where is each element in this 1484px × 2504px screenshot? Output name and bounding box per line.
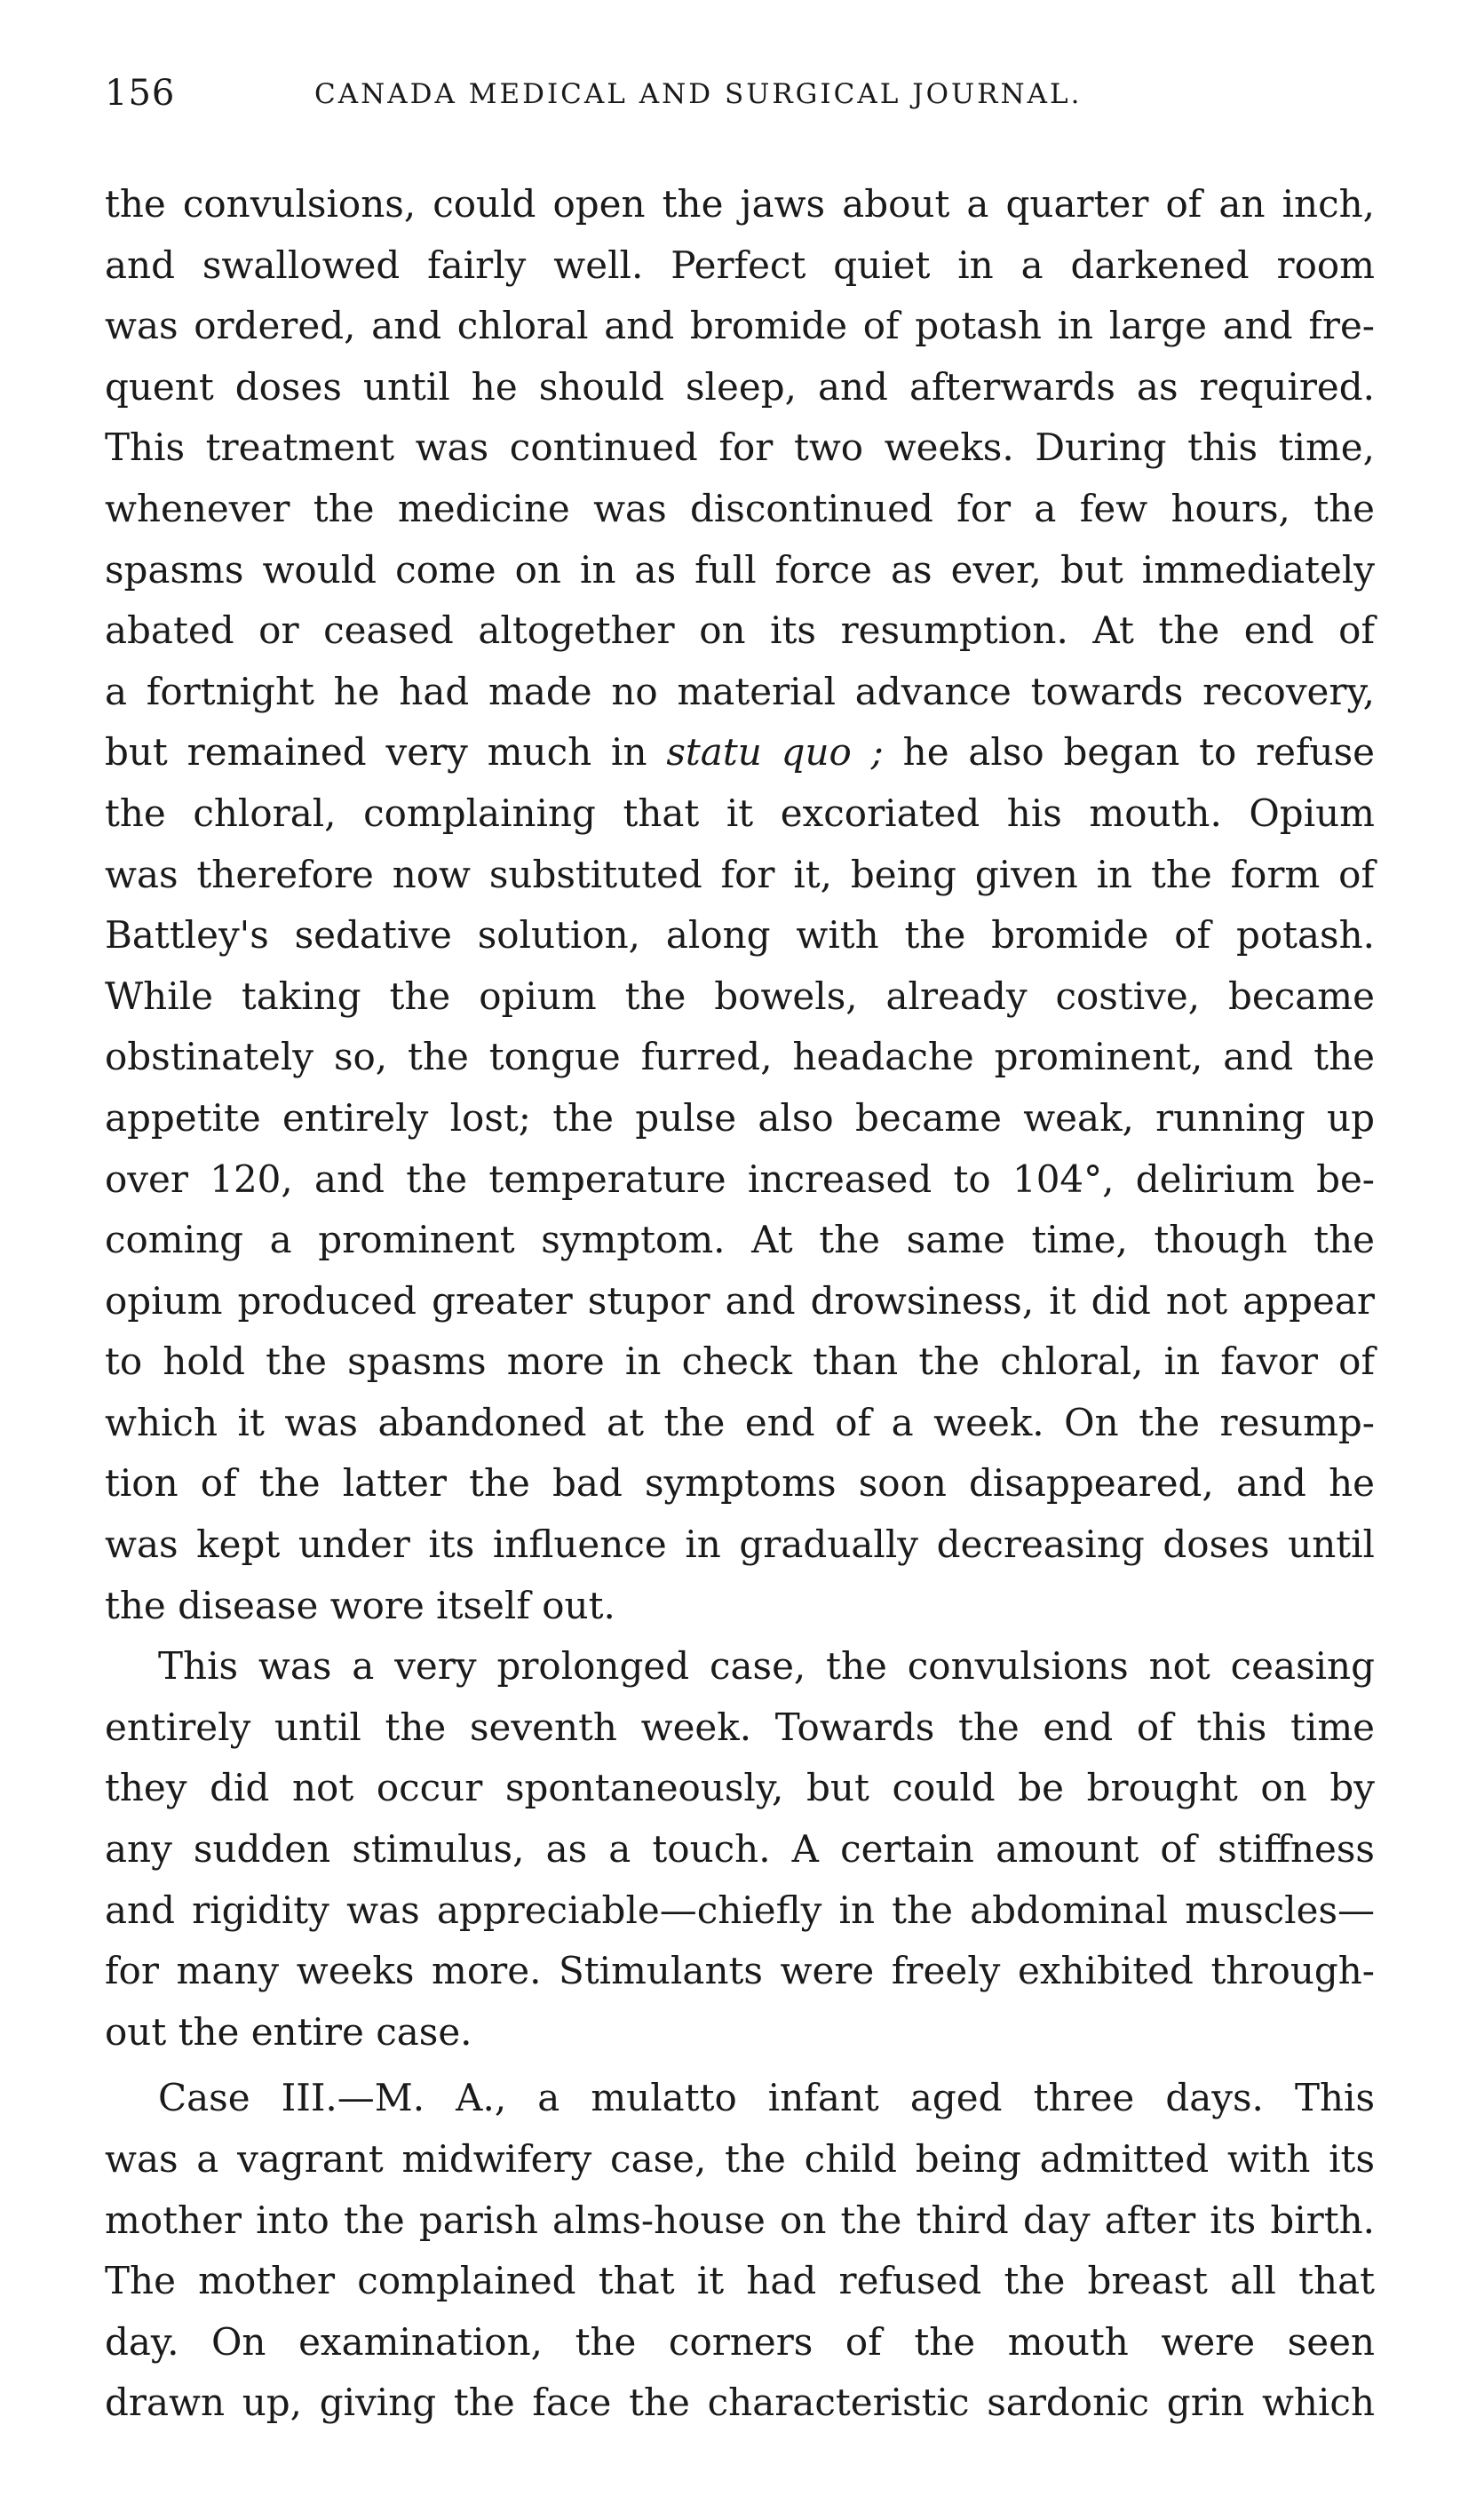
text-line: to hold the spasms more in check than the chloral, in favor of bbox=[105, 1339, 1375, 1384]
text-line: any sudden stimulus, as a touch. A certain amount of stiffness bbox=[105, 1827, 1375, 1872]
text-line: This was a very prolonged case, the convulsions not ceasing bbox=[158, 1644, 1375, 1689]
text-line: over 120, and the temperature increased to 104°, delirium be- bbox=[105, 1157, 1375, 1201]
paragraph-1 bbox=[105, 174, 1375, 1636]
text-line: Battley's sedative solution, along with the bromide of potash. bbox=[105, 913, 1375, 958]
text-line: the chloral, complaining that it excoriated his mouth. Opium bbox=[105, 791, 1375, 835]
text-line: obstinately so, the tongue furred, headache prominent, and the bbox=[105, 1035, 1375, 1079]
text-line: whenever the medicine was discontinued for a few hours, the bbox=[105, 486, 1375, 530]
text-line: which it was abandoned at the end of a week. On the resump- bbox=[105, 1400, 1375, 1444]
text-fragment: but remained very much in bbox=[105, 730, 647, 775]
text-line: was a vagrant midwifery case, the child being admitted with its bbox=[105, 2137, 1375, 2181]
text-line: was kept under its influence in gradually decreasing doses until bbox=[105, 1522, 1375, 1567]
text-line: and swallowed fairly well. Perfect quiet in a darkened room bbox=[105, 242, 1375, 287]
text-line: out the entire case. bbox=[105, 2009, 472, 2054]
text-line: tion of the latter the bad symptoms soon disappeared, and he bbox=[105, 1461, 1375, 1506]
paragraph-3-case-iii bbox=[105, 2068, 1375, 2434]
text-line: mother into the parish alms-house on the third day after its birth. bbox=[105, 2198, 1375, 2242]
running-head: CANADA MEDICAL AND SURGICAL JOURNAL. bbox=[314, 78, 1083, 110]
text-line: they did not occur spontaneously, but could be brought on by bbox=[105, 1766, 1375, 1810]
text-line: for many weeks more. Stimulants were freely exhibited through- bbox=[105, 1949, 1375, 1993]
text-line: was ordered, and chloral and bromide of potash in large and fre- bbox=[105, 304, 1375, 348]
text-line: and rigidity was appreciable—chiefly in the abdominal muscles— bbox=[105, 1888, 1375, 1932]
text-line: The mother complained that it had refused the breast all that bbox=[105, 2259, 1375, 2303]
text-line: This treatment was continued for two weeks. During this time, bbox=[105, 425, 1375, 470]
text-line: day. On examination, the corners of the mouth were seen bbox=[105, 2319, 1375, 2364]
text-line-mixed bbox=[105, 722, 1375, 783]
text-line: was therefore now substituted for it, being given in the form of bbox=[105, 852, 1375, 896]
text-line: appetite entirely lost; the pulse also became weak, running up bbox=[105, 1095, 1375, 1140]
text-line: the disease wore itself out. bbox=[105, 1583, 615, 1627]
text-line: quent doses until he should sleep, and afterwards as required. bbox=[105, 364, 1375, 409]
body-text bbox=[105, 174, 1375, 2434]
text-line: the convulsions, could open the jaws about a quarter of an inch, bbox=[105, 182, 1375, 226]
text-line: drawn up, giving the face the characteristic sardonic grin which bbox=[105, 2381, 1375, 2425]
text-line: Case III.—M. A., a mulatto infant aged three days. This bbox=[158, 2076, 1375, 2120]
text-line: entirely until the seventh week. Towards the end of this time bbox=[105, 1705, 1375, 1749]
text-line: a fortnight he had made no material advance towards recovery, bbox=[105, 669, 1375, 713]
text-fragment: he also began to refuse bbox=[902, 730, 1376, 775]
text-line: While taking the opium the bowels, already costive, became bbox=[105, 974, 1375, 1018]
page-number: 156 bbox=[105, 73, 176, 114]
text-line: abated or ceased altogether on its resumption. At the end of bbox=[105, 608, 1375, 653]
text-line: spasms would come on in as full force as ever, but immediately bbox=[105, 547, 1375, 592]
text-line: opium produced greater stupor and drowsiness, it did not appear bbox=[105, 1278, 1375, 1323]
page-header bbox=[105, 73, 1375, 135]
paragraph-2 bbox=[105, 1636, 1375, 2063]
text-line: coming a prominent symptom. At the same time, though the bbox=[105, 1218, 1375, 1262]
italic-phrase: statu quo ; bbox=[666, 730, 884, 775]
